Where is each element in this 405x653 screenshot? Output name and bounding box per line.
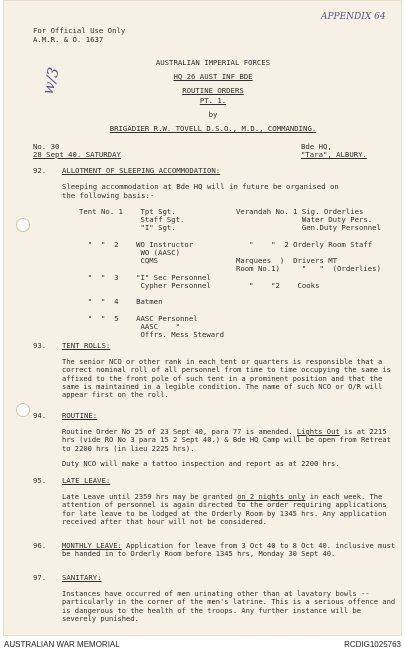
classification-line: For Official Use Only: [33, 26, 126, 35]
verandah-allocation-line: Room No.1) " " (Orderlies): [236, 264, 381, 274]
para-title: ALLOTMENT OF SLEEPING ACCOMMODATION:: [62, 166, 221, 175]
tent-allocation-line: "I" Sgt.: [79, 223, 176, 233]
para-number: 93.: [33, 341, 47, 350]
header-force: AUSTRALIAN IMPERIAL FORCES: [155, 58, 271, 67]
para-title: TENT ROLLS:: [62, 341, 111, 350]
footer-source: AUSTRALIAN WAR MEMORIAL: [4, 640, 120, 649]
verandah-allocation-line: " " 2 Orderly Room Staff: [236, 239, 373, 249]
para-number: 92.: [33, 166, 47, 175]
header-commanding: BRIGADIER R.W. TOVELL D.S.O., M.D., COMMANDING.: [109, 124, 317, 133]
para-text: Sleeping accommodation at Bde HQ will in future be organised on: [62, 182, 339, 191]
verandah-allocation-line: Verandah No. 1 Sig. Orderlies: [236, 207, 364, 216]
order-number: No. 30: [33, 142, 60, 151]
header-part: PT. 1.: [199, 96, 227, 105]
para-number: 97.: [33, 573, 47, 582]
tent-allocation-line: Cypher Personnel: [79, 280, 211, 290]
para-text: Duty NCO will make a tattoo inspection and report as at 2200 hrs.: [62, 459, 340, 468]
verandah-allocation-line: Gen.Duty Personnel: [236, 223, 381, 233]
appendix-note: APPENDIX 64: [321, 12, 386, 22]
verandah-allocation-line: Marquees ) Drivers MT: [236, 256, 338, 266]
verandah-allocation-line: Water Duty Pers.: [236, 215, 373, 225]
header-hq: HQ 26 AUST INF BDE: [173, 72, 253, 81]
verandah-allocation-list: [236, 208, 381, 290]
para-text: Instances have occurred of men urinating other than at lavatory bowls -- particularly in the corner of the men's latrine. This is a serious offence and is dangerous to the health of the troops. Any further instance will be severely punished.: [62, 589, 396, 623]
tent-allocation-line: CQMS: [79, 256, 159, 266]
para-title: LATE LEAVE:: [62, 476, 111, 485]
para-number: 95.: [33, 476, 47, 485]
tent-allocation-line: Tent No. 1 Tpt Sgt.: [79, 207, 176, 216]
tent-allocation-list: [79, 208, 224, 339]
tent-allocation-line: Staff Sgt.: [79, 215, 185, 225]
para-text: The senior NCO or other rank in each tent or quarters is responsible that a correct nominal roll of all personnel from time to time occupying the same is affixed to the front pole of such tent in a prominent position and that the same is maintained in a legible condition. The name of such NCO or O/R will appear first on the roll.: [62, 357, 391, 400]
tent-allocation-line: AASC ": [79, 321, 181, 331]
punch-hole: [16, 403, 30, 417]
margin-note: w/3: [38, 65, 63, 97]
hq-location: Bde HQ,: [301, 142, 332, 151]
tent-allocation-line: WO (AASC): [79, 248, 181, 258]
footer-id: RCDIG1025763: [344, 640, 401, 649]
para-number: 94.: [33, 411, 47, 420]
punch-hole: [16, 218, 30, 232]
para-text: Routine Order No 25 of 23 Sept 40, para 77 is amended. Lights Out is at 2215 hrs (vide RO No 3 para 15 2 Sept 40.) & Bde HQ Camp will be open from Retreat to 2200 hrs (in lieu 2225 hrs).: [62, 427, 391, 453]
para-title: ROUTINE:: [62, 411, 98, 420]
para-text: Late Leave until 2359 hrs may be granted on 2 nights only in each week. The attention of personnel is again directed to the order requiring applications for late leave to be lodged at the Orderly Room by 1345 hrs. Any application received after that hour will not be considered.: [62, 492, 387, 526]
footer-bar: [0, 637, 405, 653]
header-title: ROUTINE ORDERS: [182, 86, 244, 95]
tent-allocation-line: " " 4 Batmen: [79, 297, 163, 307]
para-text: the following basis:-: [62, 191, 155, 200]
para-text: MONTHLY LEAVE: Application for leave from 3 Oct 40 to 8 Oct 40. inclusive must be handed in to Orderly Room before 1345 hrs, Monday 30 Sept 40.: [62, 541, 396, 559]
tent-allocation-line: " " 5 AASC Personnel: [79, 313, 198, 323]
para-title: SANITARY:: [62, 573, 102, 582]
tent-allocation-line: " " 3 "I" Sec Personnel: [79, 272, 211, 282]
tent-allocation-line: " " 2 WO Instructor: [79, 239, 194, 249]
para-number: 96.: [33, 541, 47, 550]
tent-allocation-line: Offrs. Mess Steward: [79, 330, 224, 340]
verandah-allocation-line: " "2 Cooks: [236, 280, 320, 290]
header-by: by: [208, 110, 218, 119]
document-page: [3, 0, 402, 636]
hq-address: "Tara", ALBURY.: [301, 150, 367, 159]
order-date: 28 Sept 40. SATURDAY: [33, 150, 121, 159]
classification-ref: A.M.R. & O. 1637: [33, 35, 104, 44]
